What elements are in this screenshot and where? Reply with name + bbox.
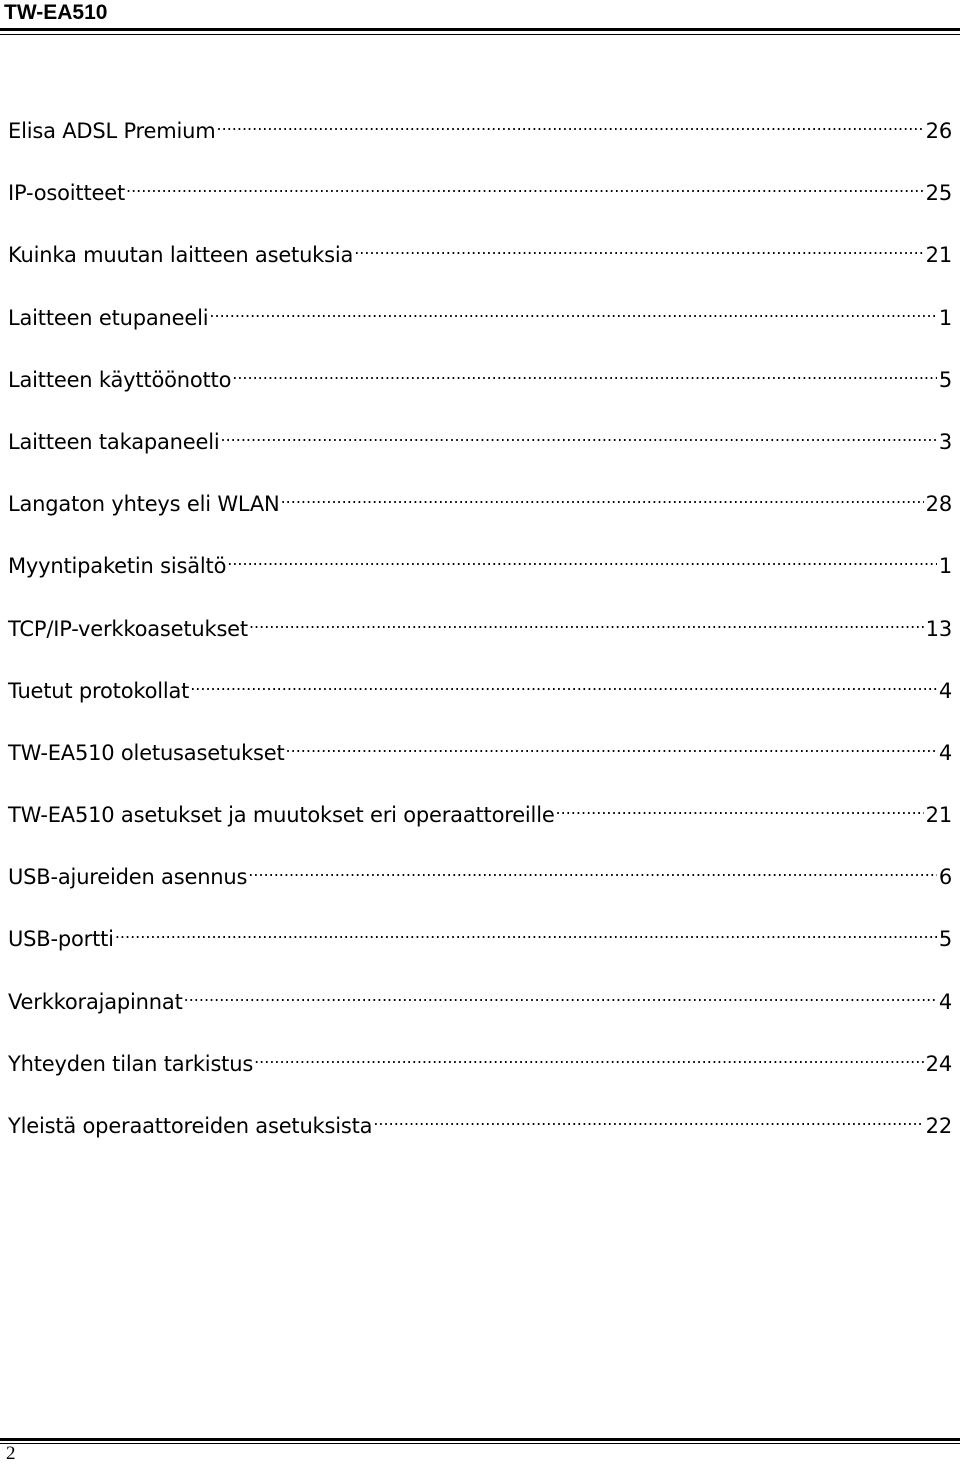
index-entry[interactable] (8, 1107, 952, 1169)
index-entry[interactable] (8, 299, 952, 361)
dot-leader (249, 610, 924, 636)
header-divider-thin (0, 34, 960, 35)
dot-leader (286, 734, 937, 760)
index-entry-page: 4 (938, 989, 952, 1014)
index-entry-title: Verkkorajapinnat (8, 989, 183, 1014)
index-entry-title: TCP/IP-verkkoasetukset (8, 616, 248, 641)
index-entry[interactable] (8, 236, 952, 298)
index-entry[interactable] (8, 547, 952, 609)
index-entry-page: 1 (938, 305, 952, 330)
dot-leader (227, 547, 937, 573)
dot-leader (248, 858, 937, 884)
index-entry-page: 21 (925, 803, 952, 828)
index-entry-title: Langaton yhteys eli WLAN (8, 492, 280, 517)
index-entry-page: 1 (938, 554, 952, 579)
index-entry[interactable] (8, 672, 952, 734)
dot-leader (254, 1045, 924, 1071)
index-entry-page: 3 (938, 429, 952, 454)
index-entry[interactable] (8, 920, 952, 982)
header-divider (0, 28, 960, 31)
index-entry[interactable] (8, 485, 952, 547)
dot-leader (281, 485, 924, 511)
dot-leader (190, 672, 937, 698)
dot-leader (220, 423, 936, 449)
dot-leader (217, 112, 924, 138)
index-entry[interactable] (8, 858, 952, 920)
index-entry-title: Yhteyden tilan tarkistus (8, 1051, 254, 1076)
index-entry-title: USB-portti (8, 927, 114, 952)
index-entry-page: 4 (938, 678, 952, 703)
page-header (0, 0, 960, 34)
dot-leader (126, 174, 924, 200)
index-entry-title: Laitteen takapaneeli (8, 429, 220, 454)
index-entry-title: Elisa ADSL Premium (8, 119, 216, 143)
index-entry-page: 4 (938, 740, 952, 765)
index-entry-page: 21 (925, 243, 952, 268)
index-entry[interactable] (8, 112, 952, 174)
index-entry[interactable] (8, 1045, 952, 1107)
index-entry-page: 22 (925, 1114, 952, 1138)
index-entry[interactable] (8, 174, 952, 236)
index-entry[interactable] (8, 796, 952, 858)
index-entry-title: Laitteen käyttöönotto (8, 367, 232, 392)
dot-leader (556, 796, 924, 822)
index-entry-page: 6 (938, 865, 952, 890)
index-entry-title: Myyntipaketin sisältö (8, 554, 227, 579)
footer-divider-thin (0, 1443, 960, 1444)
index-entry[interactable] (8, 361, 952, 423)
index-entry-title: Yleistä operaattoreiden asetuksista (8, 1114, 373, 1138)
dot-leader (232, 361, 937, 387)
index-entry-title: Kuinka muutan laitteen asetuksia (8, 243, 354, 268)
index-entry[interactable] (8, 734, 952, 796)
footer-divider (0, 1438, 960, 1441)
index-entry-title: Tuetut protokollat (8, 678, 190, 703)
index-entry-title: Laitteen etupaneeli (8, 305, 209, 330)
index-entry[interactable] (8, 983, 952, 1045)
dot-leader (354, 236, 923, 262)
document-title: TW-EA510 (4, 1, 108, 24)
index-entry-page: 5 (938, 367, 952, 392)
index-entry-page: 13 (925, 616, 952, 641)
dot-leader (115, 920, 937, 946)
index-entry-title: USB-ajureiden asennus (8, 865, 248, 890)
index-entry-page: 28 (925, 492, 952, 517)
index-list (8, 112, 952, 1169)
dot-leader (184, 983, 937, 1009)
index-entry-page: 5 (938, 927, 952, 952)
index-entry[interactable] (8, 423, 952, 485)
index-entry-title: TW-EA510 asetukset ja muutokset eri operaattoreille (8, 803, 555, 828)
page-footer (0, 1438, 960, 1464)
index-entry-title: TW-EA510 oletusasetukset (8, 740, 285, 765)
index-entry-page: 25 (925, 181, 952, 206)
dot-leader (373, 1107, 923, 1133)
dot-leader (209, 299, 936, 325)
index-entry-title: IP-osoitteet (8, 181, 125, 206)
index-entry-page: 24 (925, 1051, 952, 1076)
index-entry-page: 26 (925, 119, 952, 143)
page-number: 2 (6, 1443, 16, 1464)
index-entry[interactable] (8, 610, 952, 672)
